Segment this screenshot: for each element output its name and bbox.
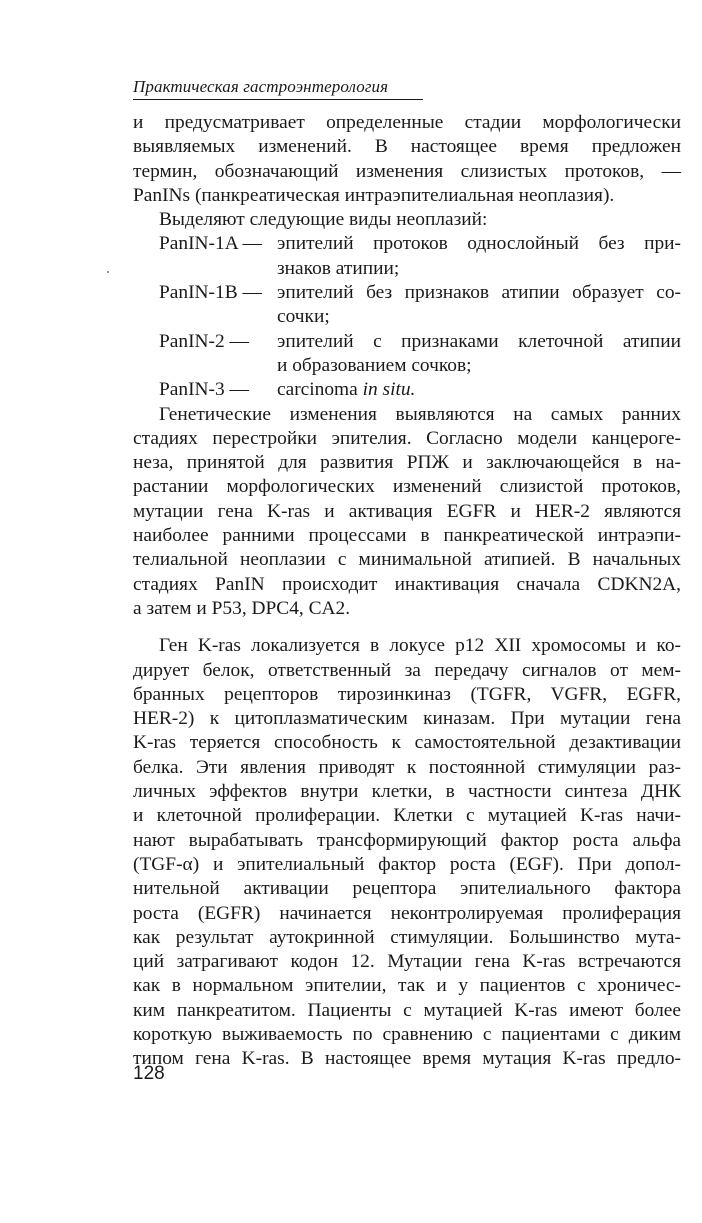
- text-line: как в нормальном эпителии, так и у пациентов с хроничес-: [133, 975, 681, 997]
- text-line: K-ras теряется способность к самостоятельной дезактивации: [133, 732, 681, 754]
- text-line: бранных рецепторов тирозинкиназ (TGFR, VGFR, EGFR,: [133, 683, 681, 705]
- item-text: [277, 378, 681, 402]
- item-code: PanIN-2 —: [159, 330, 249, 352]
- list-intro: Выделяют следующие виды неоплазий:: [159, 209, 488, 231]
- text-line: (TGF-α) и эпителиальный фактор роста (EGF). При допол-: [133, 853, 681, 875]
- text-line: наиболее ранними процессами в панкреатической интраэпи-: [133, 525, 681, 547]
- text-line: роста (EGFR) начинается неконтролируемая пролиферация: [133, 902, 681, 924]
- text-line: Ген K-ras локализуется в локусе p12 XII хромосомы и ко-: [159, 635, 681, 657]
- item-code: PanIN-3 —: [159, 379, 249, 401]
- text-line: и клеточной пролиферации. Клетки с мутацией K-ras начи-: [133, 805, 681, 827]
- text-line: Генетические изменения выявляются на самых ранних: [159, 403, 681, 425]
- text-line: стадиях перестройки эпителия. Согласно модели канцероге-: [133, 427, 681, 449]
- item-text: эпителий с признаками клеточной атипии: [277, 330, 681, 352]
- list-item: [133, 330, 681, 354]
- text-line: PanINs (панкреатическая интраэпителиальная неоплазия).: [133, 184, 615, 206]
- item-text-continued: и образованием сочков;: [277, 354, 472, 376]
- text-line: а затем и P53, DPC4, CA2.: [133, 597, 351, 619]
- text-line: дирует белок, ответственный за передачу сигналов от мем-: [133, 659, 681, 681]
- text-line: растании морфологических изменений слизистой протоков,: [133, 476, 681, 498]
- item-text-roman: carcinoma: [277, 379, 363, 401]
- text-line: ким панкреатитом. Пациенты с мутацией K-ras имеют более: [133, 999, 681, 1021]
- item-code: PanIN-1B —: [159, 282, 262, 304]
- margin-speck: [107, 271, 109, 273]
- genetic-paragraph: [133, 403, 681, 622]
- item-text-continued: знаков атипии;: [277, 257, 400, 279]
- intro-paragraph: [133, 111, 681, 208]
- text-line: выявляемых изменений. В настоящее время предложен: [133, 136, 681, 158]
- paragraph-gap: [133, 621, 681, 634]
- text-line: HER-2) к цитоплазматическим киназам. При мутации гена: [133, 708, 681, 730]
- kras-paragraph: [133, 634, 681, 1071]
- text-line: и предусматривает определенные стадии морфологически: [133, 112, 681, 133]
- text-line: типом гена K-ras. В настоящее время мутация K-ras предло-: [133, 1048, 681, 1070]
- list-item: [133, 281, 681, 305]
- body-text: [133, 111, 681, 1072]
- item-text: эпителий протоков однослойный без при-: [277, 233, 681, 255]
- item-code: PanIN-1A —: [159, 233, 262, 255]
- text-line: неза, принятой для развития РПЖ и заключающейся в на-: [133, 452, 681, 474]
- text-line: нительной активации рецептора эпителиального фактора: [133, 878, 681, 900]
- item-text-italic: in situ.: [362, 379, 416, 401]
- list-item: [133, 232, 681, 256]
- text-line: термин, обозначающий изменения слизистых протоков, —: [133, 160, 681, 182]
- text-line: телиальной неоплазии с минимальной атипией. В начальных: [133, 549, 681, 571]
- item-text: эпителий без признаков атипии образует со-: [277, 282, 681, 304]
- neoplasia-list: [133, 232, 681, 402]
- text-line: мутации гена K-ras и активация EGFR и HER-2 являются: [133, 500, 681, 522]
- list-item: [133, 378, 681, 402]
- text-line: нают вырабатывать трансформирующий фактор роста альфа: [133, 829, 681, 851]
- running-head: Практическая гастроэнтерология: [133, 76, 423, 100]
- text-line: короткую выживаемость по сравнению с пациентами с диким: [133, 1023, 681, 1045]
- text-line: ций затрагивают кодон 12. Мутации гена K-ras встречаются: [133, 951, 681, 973]
- text-line: белка. Эти явления приводят к постоянной стимуляции раз-: [133, 756, 681, 778]
- item-text-continued: сочки;: [277, 306, 330, 328]
- text-line: личных эффектов внутри клетки, в частности синтеза ДНК: [133, 781, 681, 803]
- text-line: стадиях PanIN происходит инактивация сначала CDKN2A,: [133, 573, 681, 595]
- text-line: как результат аутокринной стимуляции. Большинство мута-: [133, 926, 681, 948]
- page-number: 128: [133, 1063, 165, 1084]
